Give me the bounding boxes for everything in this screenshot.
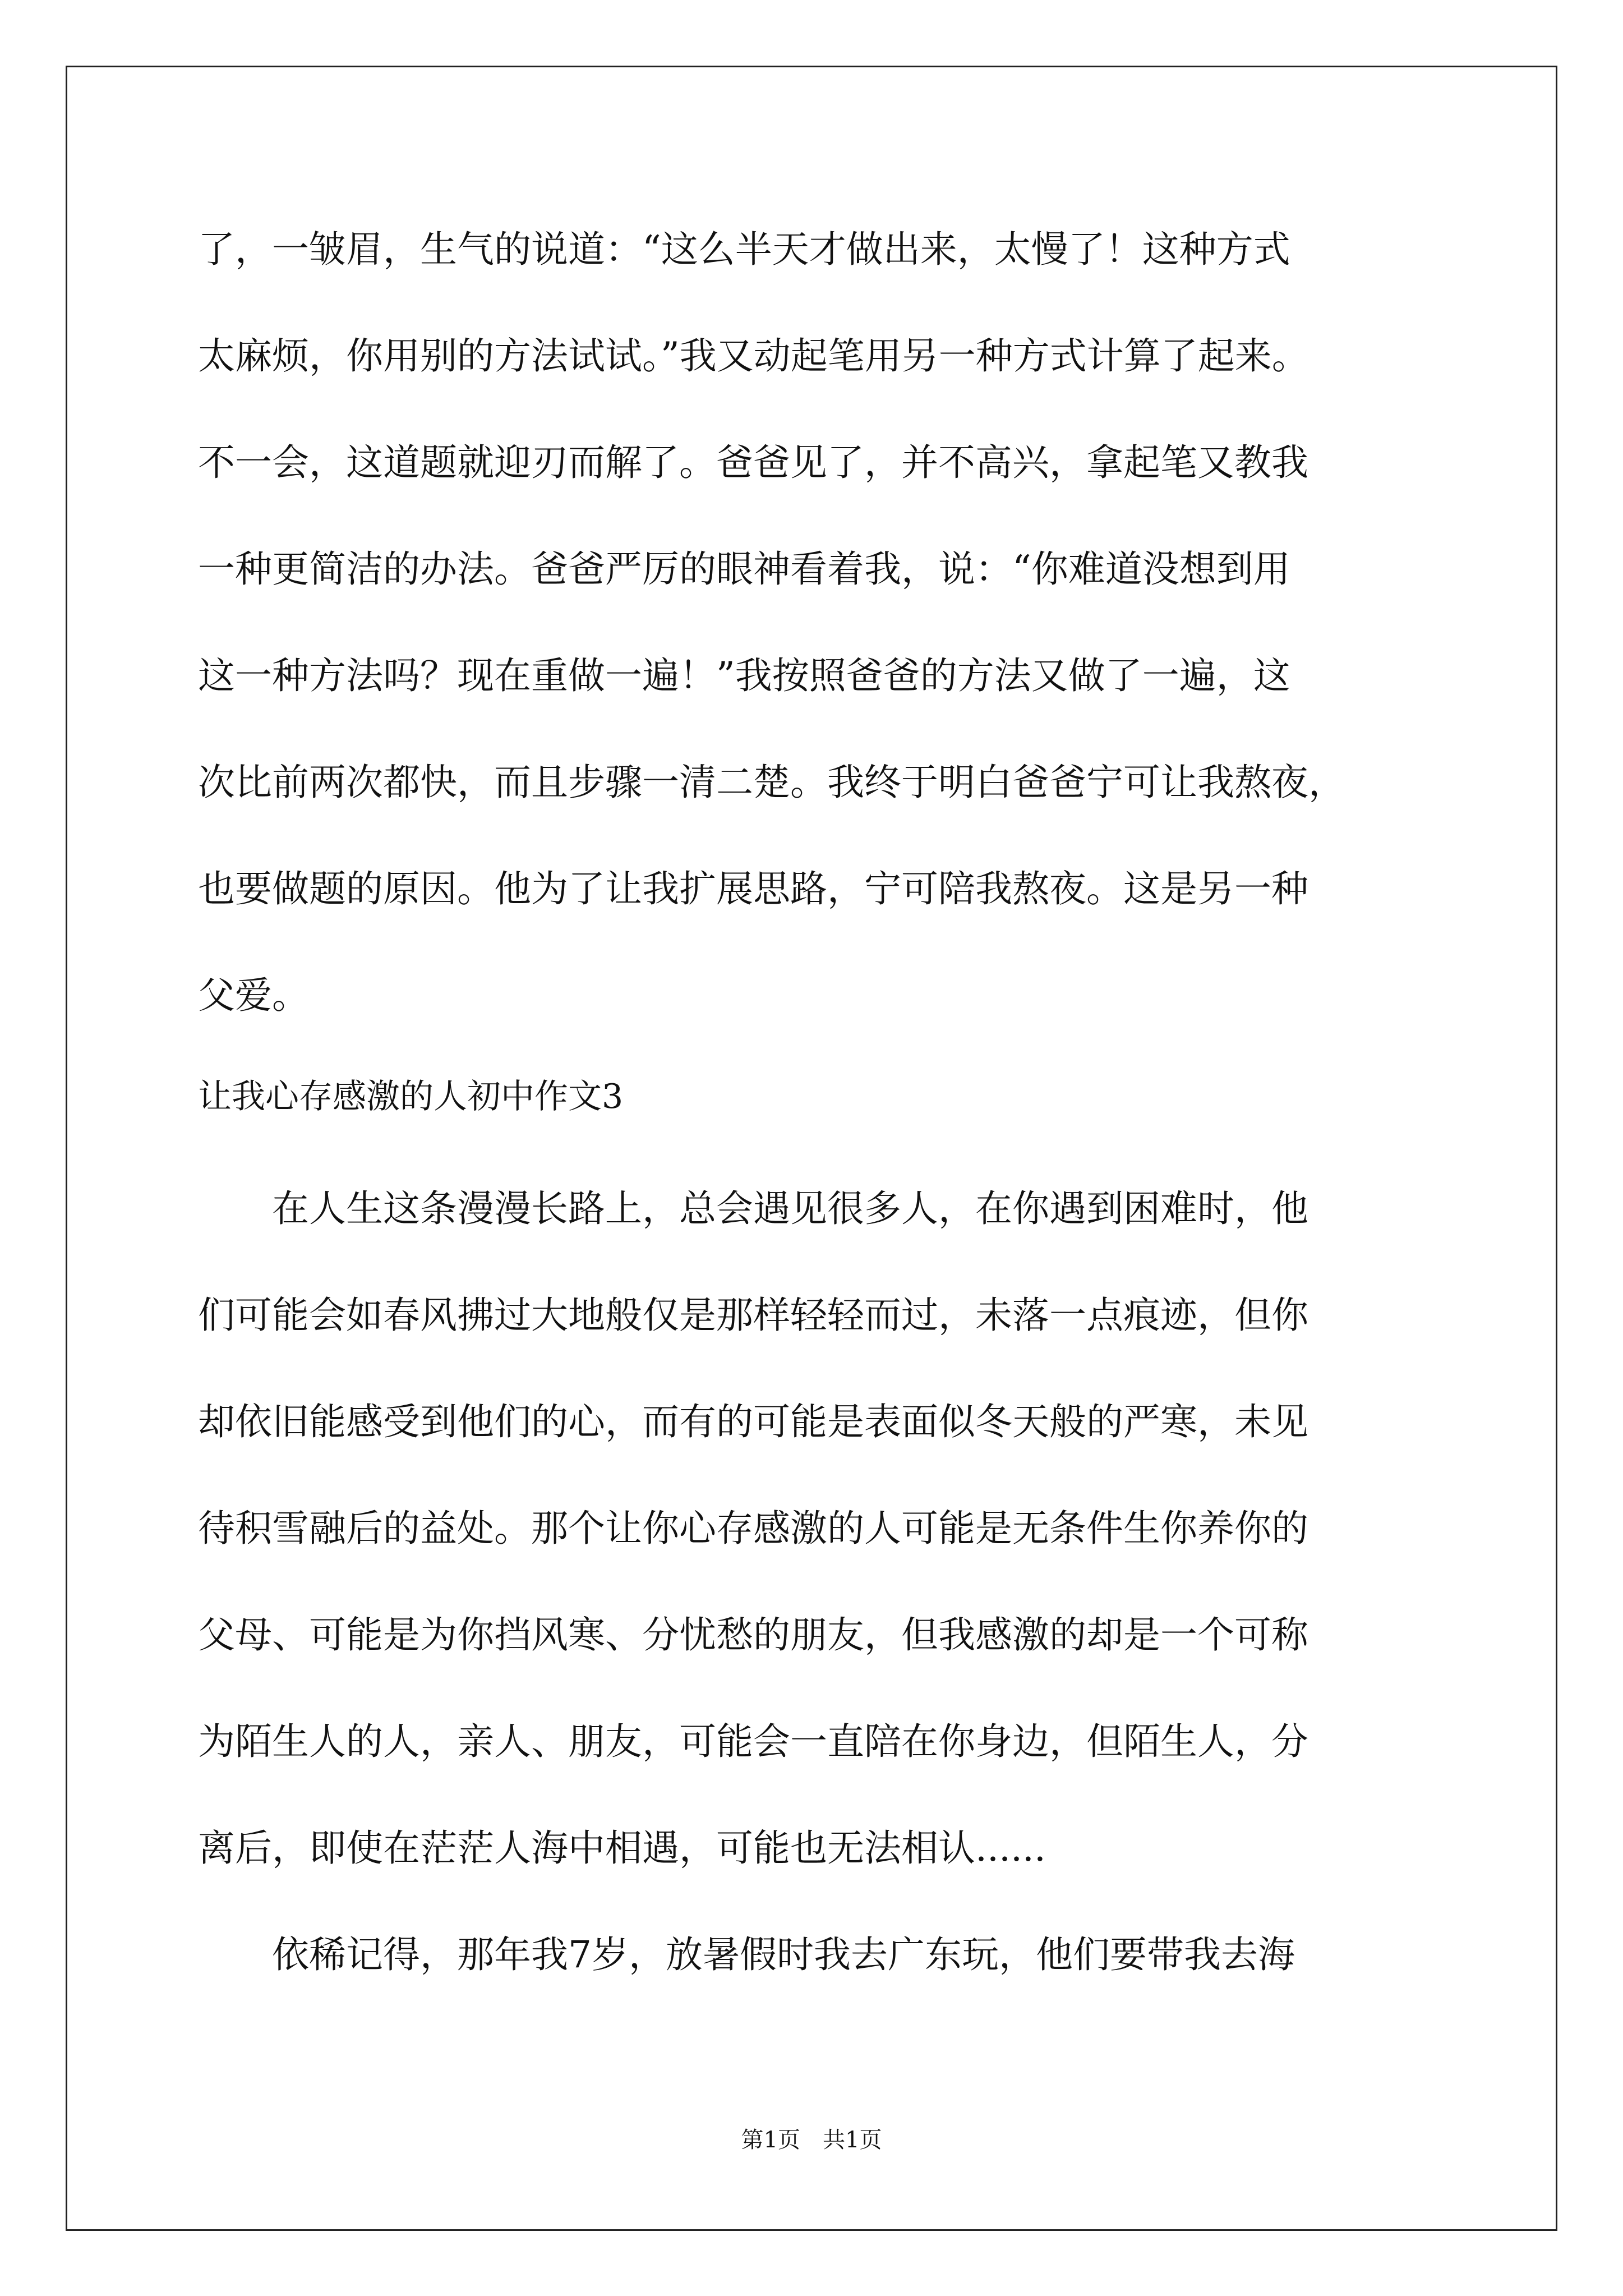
text-line: 为陌生人的人，亲人、朋友，可能会一直陪在你身边，但陌生人，分 xyxy=(198,1720,1308,1763)
text-line: 不一会，这道题就迎刃而解了。爸爸见了，并不高兴，拿起笔又教我 xyxy=(198,441,1308,484)
text-line: 在人生这条漫漫长路上，总会遇见很多人，在你遇到困难时，他 xyxy=(198,1187,1308,1230)
text-line: 次比前两次都快，而且步骤一清二楚。我终于明白爸爸宁可让我熬夜， xyxy=(198,761,1345,804)
section-heading: 让我心存感激的人初中作文3 xyxy=(198,1077,624,1116)
text-line: 父爱。 xyxy=(198,974,309,1017)
text-line: 也要做题的原因。他为了让我扩展思路，宁可陪我熬夜。这是另一种 xyxy=(198,867,1308,910)
text-line: 一种更简洁的办法。爸爸严厉的眼神看着我，说：“你难道没想到用 xyxy=(198,547,1290,591)
text-line: 们可能会如春风拂过大地般仅是那样轻轻而过，未落一点痕迹，但你 xyxy=(198,1294,1308,1337)
text-line: 了，一皱眉，生气的说道：“这么半天才做出来，太慢了！这种方式 xyxy=(198,228,1290,271)
page-border xyxy=(66,66,1557,2231)
text-line: 太麻烦，你用别的方法试试。”我又动起笔用另一种方式计算了起来。 xyxy=(198,334,1309,378)
text-line: 依稀记得，那年我7岁，放暑假时我去广东玩，他们要带我去海 xyxy=(198,1933,1295,1976)
page-footer: 第1页 共1页 xyxy=(741,2127,882,2153)
text-line: 这一种方法吗？现在重做一遍！”我按照爸爸的方法又做了一遍，这 xyxy=(198,654,1290,697)
text-line: 父母、可能是为你挡风寒、分忧愁的朋友，但我感激的却是一个可称 xyxy=(198,1613,1308,1657)
text-line: 离后，即使在茫茫人海中相遇，可能也无法相认...... xyxy=(198,1826,1046,1870)
text-line: 待积雪融后的益处。那个让你心存感激的人可能是无条件生你养你的 xyxy=(198,1507,1308,1550)
text-line: 却依旧能感受到他们的心，而有的可能是表面似冬天般的严寒，未见 xyxy=(198,1400,1308,1443)
